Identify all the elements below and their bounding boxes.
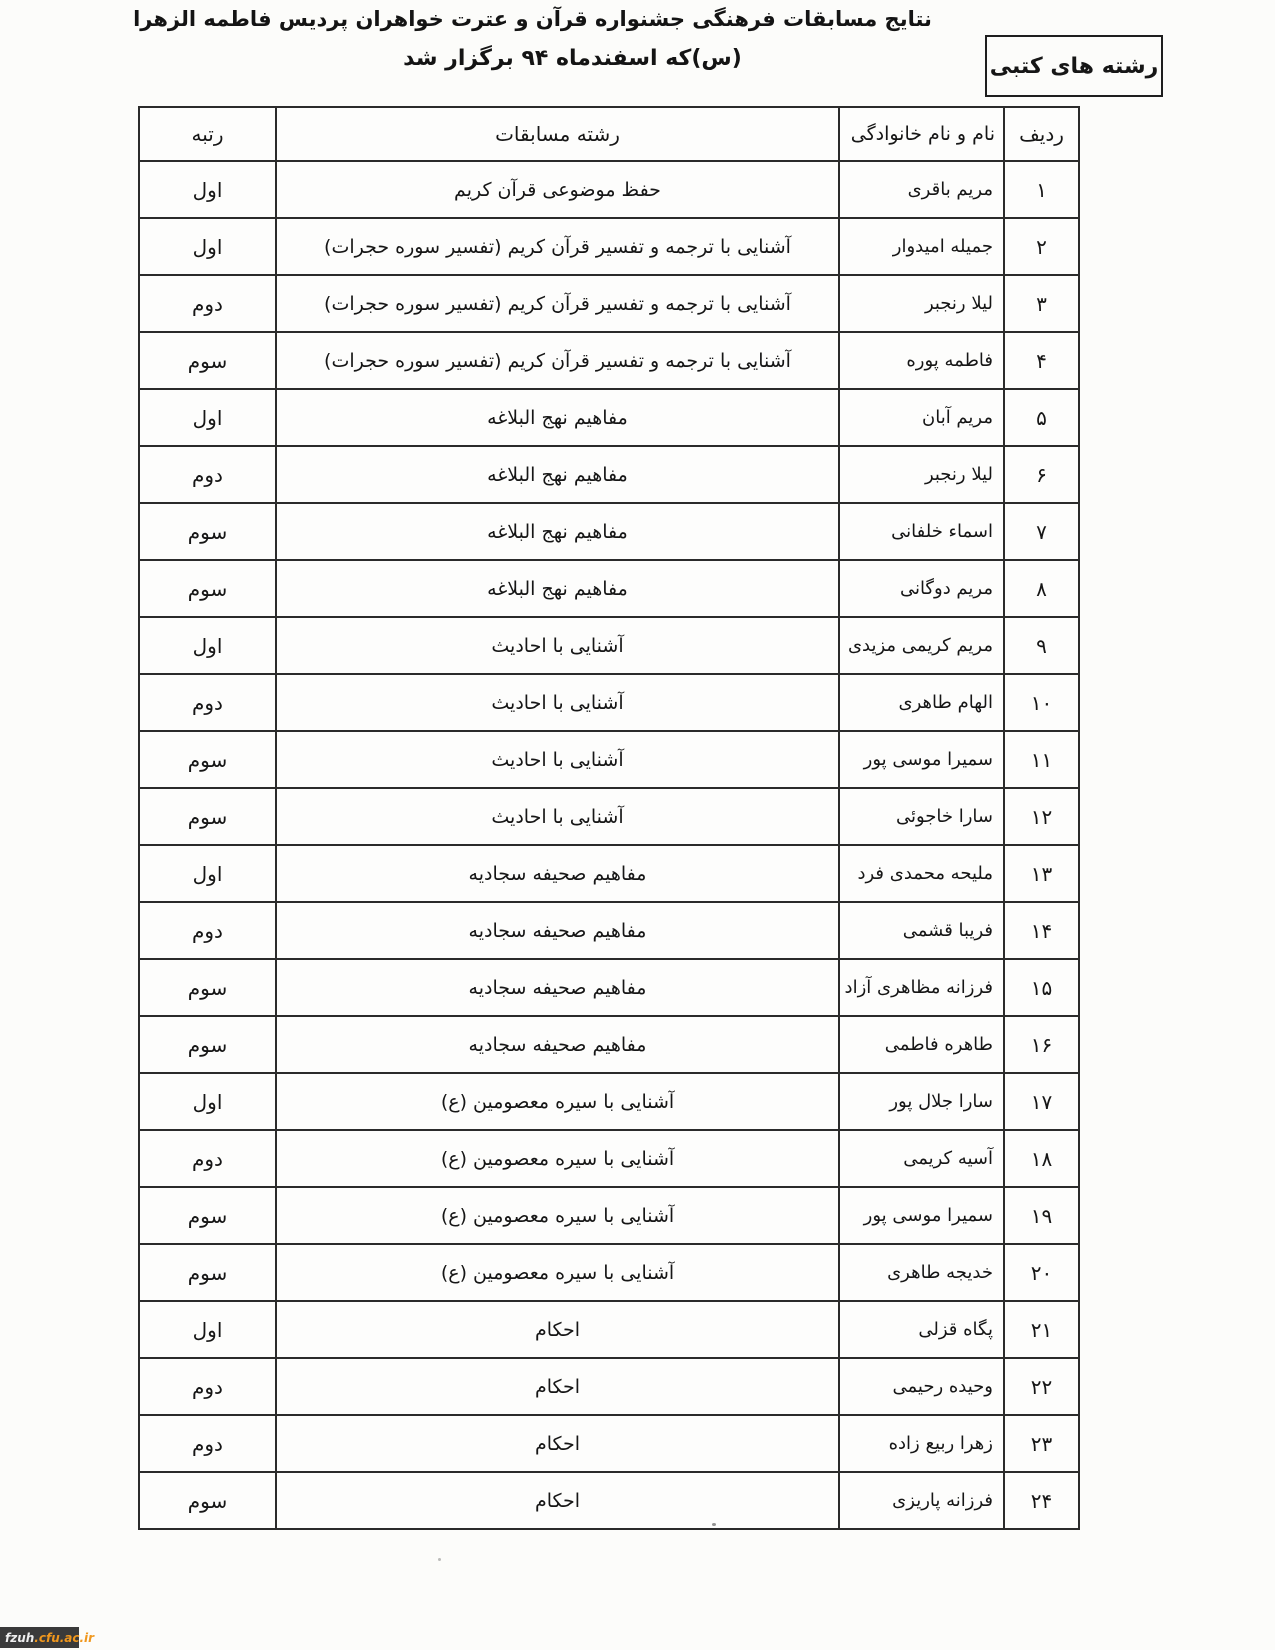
table-row <box>139 161 1079 218</box>
competition-field-cell: مفاهیم صحیفه سجادیه <box>276 845 839 902</box>
name-cell: لیلا رنجبر <box>839 275 1004 332</box>
table-row <box>139 1187 1079 1244</box>
row-number-cell: ۲۲ <box>1004 1358 1079 1415</box>
table-row <box>139 389 1079 446</box>
competition-field-cell: آشنایی با احادیث <box>276 731 839 788</box>
name-cell: مریم باقری <box>839 161 1004 218</box>
rank-cell: سوم <box>139 1472 276 1529</box>
header-rank: رتبه <box>139 107 276 161</box>
rank-cell: اول <box>139 617 276 674</box>
competition-field-cell: آشنایی با احادیث <box>276 788 839 845</box>
name-cell: خدیجه طاهری <box>839 1244 1004 1301</box>
table-row <box>139 1358 1079 1415</box>
row-number-cell: ۴ <box>1004 332 1079 389</box>
table-body <box>139 161 1079 1529</box>
watermark-prefix: fzuh <box>5 1630 35 1645</box>
table-row <box>139 1244 1079 1301</box>
header-row-number: ردیف <box>1004 107 1079 161</box>
rank-cell: سوم <box>139 560 276 617</box>
rank-cell: سوم <box>139 1244 276 1301</box>
table-row <box>139 1073 1079 1130</box>
row-number-cell: ۸ <box>1004 560 1079 617</box>
competition-field-cell: احکام <box>276 1472 839 1529</box>
table-row <box>139 674 1079 731</box>
table-row <box>139 1016 1079 1073</box>
name-cell: فاطمه پوره <box>839 332 1004 389</box>
rank-cell: سوم <box>139 1187 276 1244</box>
table-row <box>139 446 1079 503</box>
name-cell: اسماء خلفانی <box>839 503 1004 560</box>
table-row <box>139 275 1079 332</box>
row-number-cell: ۲ <box>1004 218 1079 275</box>
competition-field-cell: آشنایی با سیره معصومین (ع) <box>276 1130 839 1187</box>
document-title-line1 <box>133 2 955 36</box>
row-number-cell: ۱۶ <box>1004 1016 1079 1073</box>
row-number-cell: ۲۱ <box>1004 1301 1079 1358</box>
rank-cell: دوم <box>139 275 276 332</box>
name-cell: پگاه قزلی <box>839 1301 1004 1358</box>
name-cell: سمیرا موسی پور <box>839 731 1004 788</box>
table-row <box>139 731 1079 788</box>
row-number-cell: ۱۰ <box>1004 674 1079 731</box>
table-header <box>139 107 1079 161</box>
name-cell: طاهره فاطمی <box>839 1016 1004 1073</box>
rank-cell: دوم <box>139 902 276 959</box>
row-number-cell: ۱۸ <box>1004 1130 1079 1187</box>
name-cell: ملیحه محمدی فرد <box>839 845 1004 902</box>
table-header-row <box>139 107 1079 161</box>
table-row <box>139 560 1079 617</box>
rank-cell: دوم <box>139 1358 276 1415</box>
row-number-cell: ۵ <box>1004 389 1079 446</box>
name-cell: فرزانه مظاهری آزاد <box>839 959 1004 1016</box>
results-table <box>138 106 1080 1530</box>
rank-cell: اول <box>139 161 276 218</box>
competition-field-cell: آشنایی با احادیث <box>276 674 839 731</box>
competition-field-cell: آشنایی با ترجمه و تفسیر قرآن کریم (تفسیر سوره حجرات) <box>276 218 839 275</box>
name-cell: مریم کریمی مزیدی <box>839 617 1004 674</box>
row-number-cell: ۱۳ <box>1004 845 1079 902</box>
table-row <box>139 332 1079 389</box>
row-number-cell: ۱۴ <box>1004 902 1079 959</box>
competition-field-cell: آشنایی با سیره معصومین (ع) <box>276 1073 839 1130</box>
rank-cell: دوم <box>139 446 276 503</box>
name-cell: سارا جلال پور <box>839 1073 1004 1130</box>
competition-field-cell: مفاهیم نهج البلاغه <box>276 560 839 617</box>
row-number-cell: ۲۴ <box>1004 1472 1079 1529</box>
row-number-cell: ۳ <box>1004 275 1079 332</box>
table-row <box>139 1415 1079 1472</box>
competition-field-cell: مفاهیم نهج البلاغه <box>276 446 839 503</box>
competition-field-cell: احکام <box>276 1301 839 1358</box>
rank-cell: دوم <box>139 1130 276 1187</box>
rank-cell: سوم <box>139 959 276 1016</box>
table-row <box>139 959 1079 1016</box>
row-number-cell: ۲۰ <box>1004 1244 1079 1301</box>
scan-speck <box>438 1558 441 1561</box>
row-number-cell: ۶ <box>1004 446 1079 503</box>
row-number-cell: ۱۹ <box>1004 1187 1079 1244</box>
rank-cell: اول <box>139 218 276 275</box>
name-cell: زهرا ربیع زاده <box>839 1415 1004 1472</box>
rank-cell: سوم <box>139 332 276 389</box>
competition-field-cell: آشنایی با ترجمه و تفسیر قرآن کریم (تفسیر سوره حجرات) <box>276 332 839 389</box>
name-cell: وحیده رحیمی <box>839 1358 1004 1415</box>
row-number-cell: ۲۳ <box>1004 1415 1079 1472</box>
competition-field-cell: مفاهیم نهج البلاغه <box>276 389 839 446</box>
competition-field-cell: حفظ موضوعی قرآن کریم <box>276 161 839 218</box>
name-cell: فرزانه پاریزی <box>839 1472 1004 1529</box>
results-table-container <box>138 106 1080 1530</box>
rank-cell: دوم <box>139 674 276 731</box>
competition-field-cell: آشنایی با سیره معصومین (ع) <box>276 1244 839 1301</box>
name-cell: فریبا قشمی <box>839 902 1004 959</box>
name-cell: الهام طاهری <box>839 674 1004 731</box>
row-number-cell: ۹ <box>1004 617 1079 674</box>
row-number-cell: ۱۱ <box>1004 731 1079 788</box>
rank-cell: اول <box>139 1073 276 1130</box>
name-cell: آسیه کریمی <box>839 1130 1004 1187</box>
row-number-cell: ۱۷ <box>1004 1073 1079 1130</box>
header-full-name: نام و نام خانوادگی <box>839 107 1004 161</box>
competition-field-cell: مفاهیم صحیفه سجادیه <box>276 959 839 1016</box>
rank-cell: سوم <box>139 788 276 845</box>
competition-field-cell: احکام <box>276 1415 839 1472</box>
competition-field-cell: آشنایی با احادیث <box>276 617 839 674</box>
competition-field-cell: آشنایی با ترجمه و تفسیر قرآن کریم (تفسیر سوره حجرات) <box>276 275 839 332</box>
rank-cell: سوم <box>139 1016 276 1073</box>
title-text-line2: (س)که اسفندماه ۹۴ برگزار شد <box>403 46 742 71</box>
name-cell: لیلا رنجبر <box>839 446 1004 503</box>
table-row <box>139 845 1079 902</box>
watermark-bar <box>0 1627 95 1648</box>
table-row <box>139 1130 1079 1187</box>
competition-field-cell: مفاهیم صحیفه سجادیه <box>276 902 839 959</box>
row-number-cell: ۱۵ <box>1004 959 1079 1016</box>
rank-cell: اول <box>139 845 276 902</box>
rank-cell: سوم <box>139 731 276 788</box>
name-cell: جمیله امیدوار <box>839 218 1004 275</box>
header-competition-field: رشته مسابقات <box>276 107 839 161</box>
name-cell: سارا خاجوئی <box>839 788 1004 845</box>
competition-field-cell: احکام <box>276 1358 839 1415</box>
watermark-suffix: .cfu.ac.ir <box>34 1630 95 1645</box>
name-cell: مریم دوگانی <box>839 560 1004 617</box>
name-cell: مریم آبان <box>839 389 1004 446</box>
table-row <box>139 1301 1079 1358</box>
category-box-label: رشته های کتبی <box>989 53 1159 79</box>
scan-speck <box>712 1523 716 1526</box>
rank-cell: اول <box>139 389 276 446</box>
table-row <box>139 617 1079 674</box>
row-number-cell: ۷ <box>1004 503 1079 560</box>
table-row <box>139 902 1079 959</box>
document-title-line2 <box>140 42 955 76</box>
rank-cell: اول <box>139 1301 276 1358</box>
table-row <box>139 788 1079 845</box>
category-box <box>985 35 1163 97</box>
name-cell: سمیرا موسی پور <box>839 1187 1004 1244</box>
competition-field-cell: آشنایی با سیره معصومین (ع) <box>276 1187 839 1244</box>
title-text-line1: نتایج مسابقات فرهنگی جشنواره قرآن و عترت خواهران پردیس فاطمه الزهرا <box>133 7 932 31</box>
table-row <box>139 1472 1079 1529</box>
row-number-cell: ۱۲ <box>1004 788 1079 845</box>
row-number-cell: ۱ <box>1004 161 1079 218</box>
document-title <box>133 2 955 76</box>
rank-cell: دوم <box>139 1415 276 1472</box>
competition-field-cell: مفاهیم نهج البلاغه <box>276 503 839 560</box>
table-row <box>139 503 1079 560</box>
table-row <box>139 218 1079 275</box>
rank-cell: سوم <box>139 503 276 560</box>
competition-field-cell: مفاهیم صحیفه سجادیه <box>276 1016 839 1073</box>
